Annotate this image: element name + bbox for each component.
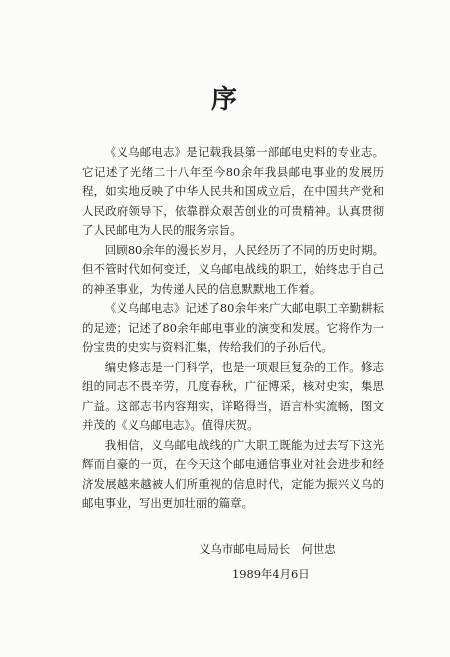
paragraph: 《义乌邮电志》是记载我县第一部邮电史料的专业志。它记述了光绪二十八年至今80余年我县邮电事业的发展历程，如实地反映了中华人民共和国成立后，在中国共产党和人民政府领导下，依靠群众艰苦创业的可贵精神。认真贯彻了人民邮电为人民的服务宗旨。	[82, 145, 384, 237]
paragraph: 编史修志是一门科学，也是一项艰巨复杂的工作。修志组的同志不畏辛劳，几度春秋，广征博采，核对史实，集思广益。这部志书内容翔实，详略得当，语言朴实流畅，图文并茂的《义乌邮电志》。值得庆贺。	[82, 359, 384, 432]
signature-author: 义乌市邮电局局长 何世忠	[199, 542, 336, 556]
paragraph: 回顾80余年的漫长岁月，人民经历了不同的历史时期。但不管时代如何变迁，义乌邮电战线的职工，始终忠于自己的神圣事业，为传递人民的信息默默地工作着。	[82, 242, 384, 296]
signature-date: 1989年4月6日	[232, 567, 310, 581]
paragraph: 《义乌邮电志》记述了80余年来广大邮电职工辛勤耕耘的足迹；记述了80余年邮电事业的演变和发展。它将作为一份宝贵的史实与资料汇集，传给我们的子孙后代。	[82, 301, 384, 354]
preface-body	[82, 143, 384, 514]
page-title: 序	[210, 85, 239, 115]
paragraph: 我相信，义乌邮电战线的广大职工既能为过去写下这光辉而自豪的一页，在今天这个邮电通信事业对社会进步和经济发展越来越被人们所重视的信息时代，定能为振兴义乌的邮电事业，写出更加壮丽的篇章。	[82, 437, 384, 510]
